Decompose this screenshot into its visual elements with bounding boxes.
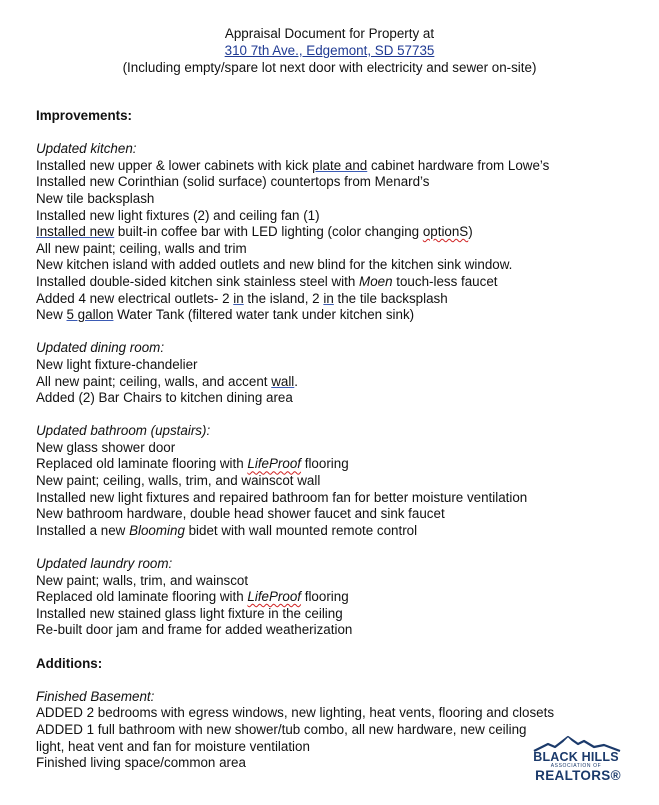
logo-line1: BLACK HILLS bbox=[533, 750, 619, 764]
logo-line3: REALTORS® bbox=[535, 768, 621, 783]
bathroom-subheading: Updated bathroom (upstairs): bbox=[36, 423, 211, 439]
kitchen-item: All new paint; ceiling, walls and trim bbox=[36, 240, 247, 256]
basement-item: ADDED 1 full bathroom with new shower/tub combo, all new hardware, new ceiling bbox=[36, 721, 527, 737]
laundry-item: Installed new stained glass light fixture in the ceiling bbox=[36, 605, 343, 621]
kitchen-item: Installed new upper & lower cabinets with kick plate and cabinet hardware from Lowe’s bbox=[36, 157, 550, 173]
bathroom-item: New glass shower door bbox=[36, 439, 176, 455]
bathroom-item: Installed a new Blooming bidet with wall mounted remote control bbox=[36, 522, 418, 538]
kitchen-item: Installed new built-in coffee bar with LED lighting (color changing optionS) bbox=[36, 224, 473, 240]
dining-item: All new paint; ceiling, walls, and accent wall. bbox=[36, 373, 299, 389]
dining-subheading: Updated dining room: bbox=[36, 340, 165, 356]
bathroom-item: New bathroom hardware, double head shower faucet and sink faucet bbox=[36, 506, 445, 522]
bathroom-item: New paint; ceiling, walls, trim, and wainscot wall bbox=[36, 473, 321, 489]
bathroom-item: Installed new light fixtures and repaired bathroom fan for better moisture ventilation bbox=[36, 489, 528, 505]
document-header bbox=[0, 25, 659, 76]
laundry-item: New paint; walls, trim, and wainscot bbox=[36, 572, 249, 588]
dining-item: Added (2) Bar Chairs to kitchen dining area bbox=[36, 390, 293, 406]
dining-item: New light fixture-chandelier bbox=[36, 356, 198, 372]
additions-heading: Additions: bbox=[36, 655, 103, 671]
bathroom-item: Replaced old laminate flooring with LifeProof flooring bbox=[36, 456, 349, 472]
kitchen-item: New kitchen island with added outlets and new blind for the kitchen sink window. bbox=[36, 257, 513, 273]
kitchen-item: New 5 gallon Water Tank (filtered water tank under kitchen sink) bbox=[36, 307, 415, 323]
basement-item: light, heat vent and fan for moisture ventilation bbox=[36, 738, 310, 754]
logo-line2: ASSOCIATION OF bbox=[550, 763, 602, 769]
kitchen-item: Installed new Corinthian (solid surface) countertops from Menard’s bbox=[36, 174, 430, 190]
document-title: Appraisal Document for Property at bbox=[224, 26, 435, 41]
laundry-subheading: Updated laundry room: bbox=[36, 556, 173, 572]
laundry-item: Re-built door jam and frame for added weatherization bbox=[36, 622, 353, 638]
kitchen-item: Installed double-sided kitchen sink stainless steel with Moen touch-less faucet bbox=[36, 273, 498, 289]
improvements-heading: Improvements: bbox=[36, 108, 132, 123]
kitchen-subheading: Updated kitchen: bbox=[36, 141, 137, 157]
kitchen-item: New tile backsplash bbox=[36, 190, 155, 206]
basement-item: ADDED 2 bedrooms with egress windows, new lighting, heat vents, flooring and closets bbox=[36, 705, 555, 721]
header-note: (Including empty/spare lot next door with electricity and sewer on-site) bbox=[122, 60, 537, 75]
laundry-item: Replaced old laminate flooring with LifeProof flooring bbox=[36, 589, 349, 605]
property-address-link[interactable]: 310 7th Ave., Edgemont, SD 57735 bbox=[224, 43, 435, 58]
basement-subheading: Finished Basement: bbox=[36, 688, 155, 704]
kitchen-item: Installed new light fixtures (2) and ceiling fan (1) bbox=[36, 207, 320, 223]
kitchen-item: Added 4 new electrical outlets- 2 in the island, 2 in the tile backsplash bbox=[36, 290, 448, 306]
black-hills-realtors-logo bbox=[528, 733, 630, 783]
basement-item: Finished living space/common area bbox=[36, 755, 246, 771]
document-body bbox=[36, 108, 636, 772]
